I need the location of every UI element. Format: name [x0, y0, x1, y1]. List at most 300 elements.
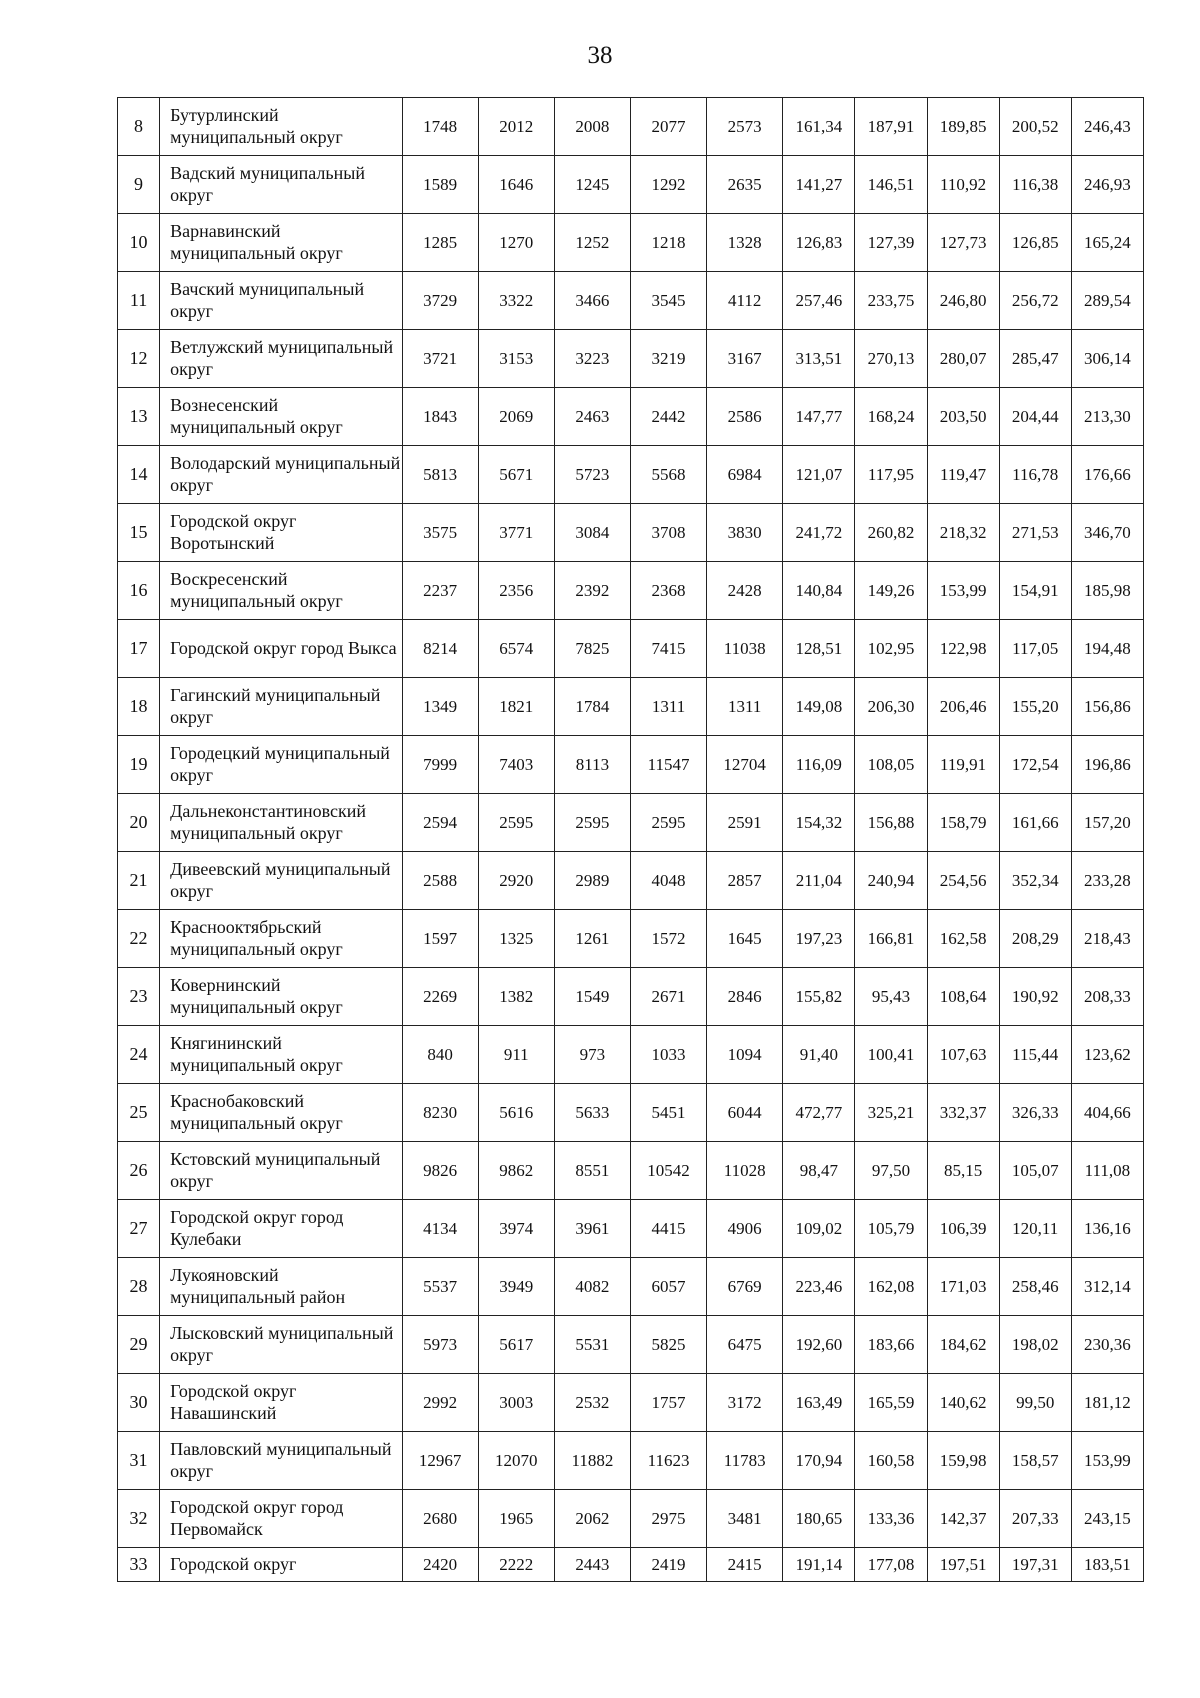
row-number: 9: [118, 156, 160, 214]
value-cell: 1245: [554, 156, 630, 214]
value-cell: 3223: [554, 330, 630, 388]
row-number: 32: [118, 1490, 160, 1548]
value-cell: 158,79: [927, 794, 999, 852]
value-cell: 122,98: [927, 620, 999, 678]
value-cell: 157,20: [1071, 794, 1143, 852]
value-cell: 246,43: [1071, 98, 1143, 156]
value-cell: 973: [554, 1026, 630, 1084]
table-row: [118, 98, 1144, 156]
row-number: 18: [118, 678, 160, 736]
value-cell: 5813: [402, 446, 478, 504]
value-cell: 108,05: [855, 736, 927, 794]
value-cell: 123,62: [1071, 1026, 1143, 1084]
value-cell: 203,50: [927, 388, 999, 446]
value-cell: 105,79: [855, 1200, 927, 1258]
value-cell: 162,08: [855, 1258, 927, 1316]
table-row: [118, 272, 1144, 330]
value-cell: 116,78: [999, 446, 1071, 504]
value-cell: 7415: [630, 620, 706, 678]
value-cell: 108,64: [927, 968, 999, 1026]
value-cell: 106,39: [927, 1200, 999, 1258]
value-cell: 99,50: [999, 1374, 1071, 1432]
value-cell: 7403: [478, 736, 554, 794]
value-cell: 4082: [554, 1258, 630, 1316]
row-number: 31: [118, 1432, 160, 1490]
value-cell: 91,40: [783, 1026, 855, 1084]
value-cell: 100,41: [855, 1026, 927, 1084]
row-number: 14: [118, 446, 160, 504]
value-cell: 3961: [554, 1200, 630, 1258]
value-cell: 11882: [554, 1432, 630, 1490]
value-cell: 1094: [707, 1026, 783, 1084]
value-cell: 1311: [630, 678, 706, 736]
value-cell: 326,33: [999, 1084, 1071, 1142]
value-cell: 136,16: [1071, 1200, 1143, 1258]
row-number: 28: [118, 1258, 160, 1316]
value-cell: 1748: [402, 98, 478, 156]
value-cell: 171,03: [927, 1258, 999, 1316]
value-cell: 1328: [707, 214, 783, 272]
value-cell: 2237: [402, 562, 478, 620]
value-cell: 107,63: [927, 1026, 999, 1084]
municipality-name: Городской округ: [160, 1548, 402, 1582]
value-cell: 191,14: [783, 1548, 855, 1582]
value-cell: 4112: [707, 272, 783, 330]
municipality-name: Вачский муниципальный округ: [160, 272, 402, 330]
value-cell: 4134: [402, 1200, 478, 1258]
value-cell: 8551: [554, 1142, 630, 1200]
value-cell: 133,36: [855, 1490, 927, 1548]
value-cell: 119,47: [927, 446, 999, 504]
value-cell: 1311: [707, 678, 783, 736]
row-number: 27: [118, 1200, 160, 1258]
value-cell: 1646: [478, 156, 554, 214]
municipality-name: Краснобаковский муниципальный округ: [160, 1084, 402, 1142]
value-cell: 128,51: [783, 620, 855, 678]
value-cell: 155,82: [783, 968, 855, 1026]
value-cell: 2269: [402, 968, 478, 1026]
value-cell: 165,24: [1071, 214, 1143, 272]
municipality-name: Городской округ город Первомайск: [160, 1490, 402, 1548]
value-cell: 3974: [478, 1200, 554, 1258]
value-cell: 233,75: [855, 272, 927, 330]
value-cell: 208,29: [999, 910, 1071, 968]
value-cell: 2671: [630, 968, 706, 1026]
municipality-name: Бутурлинский муниципальный округ: [160, 98, 402, 156]
value-cell: 218,32: [927, 504, 999, 562]
value-cell: 2356: [478, 562, 554, 620]
value-cell: 127,73: [927, 214, 999, 272]
value-cell: 109,02: [783, 1200, 855, 1258]
municipality-name: Городской округ Воротынский: [160, 504, 402, 562]
value-cell: 12704: [707, 736, 783, 794]
value-cell: 285,47: [999, 330, 1071, 388]
value-cell: 2588: [402, 852, 478, 910]
value-cell: 98,47: [783, 1142, 855, 1200]
row-number: 8: [118, 98, 160, 156]
value-cell: 189,85: [927, 98, 999, 156]
value-cell: 127,39: [855, 214, 927, 272]
value-cell: 243,15: [1071, 1490, 1143, 1548]
row-number: 13: [118, 388, 160, 446]
value-cell: 3729: [402, 272, 478, 330]
value-cell: 840: [402, 1026, 478, 1084]
value-cell: 2222: [478, 1548, 554, 1582]
row-number: 19: [118, 736, 160, 794]
value-cell: 1033: [630, 1026, 706, 1084]
value-cell: 5633: [554, 1084, 630, 1142]
municipality-name: Лысковский муниципальный округ: [160, 1316, 402, 1374]
value-cell: 11028: [707, 1142, 783, 1200]
table-row: [118, 1142, 1144, 1200]
value-cell: 12070: [478, 1432, 554, 1490]
municipality-name: Гагинский муниципальный округ: [160, 678, 402, 736]
value-cell: 4415: [630, 1200, 706, 1258]
value-cell: 161,66: [999, 794, 1071, 852]
value-cell: 9862: [478, 1142, 554, 1200]
value-cell: 159,98: [927, 1432, 999, 1490]
row-number: 25: [118, 1084, 160, 1142]
municipality-name: Володарский муниципальный округ: [160, 446, 402, 504]
value-cell: 258,46: [999, 1258, 1071, 1316]
value-cell: 1218: [630, 214, 706, 272]
value-cell: 11783: [707, 1432, 783, 1490]
page-number: 38: [587, 42, 613, 69]
value-cell: 3084: [554, 504, 630, 562]
value-cell: 280,07: [927, 330, 999, 388]
value-cell: 9826: [402, 1142, 478, 1200]
municipality-name: Кстовский муниципальный округ: [160, 1142, 402, 1200]
value-cell: 2595: [478, 794, 554, 852]
value-cell: 2077: [630, 98, 706, 156]
value-cell: 246,93: [1071, 156, 1143, 214]
value-cell: 102,95: [855, 620, 927, 678]
value-cell: 1292: [630, 156, 706, 214]
value-cell: 2992: [402, 1374, 478, 1432]
value-cell: 2857: [707, 852, 783, 910]
table-row: [118, 736, 1144, 794]
row-number: 30: [118, 1374, 160, 1432]
value-cell: 3771: [478, 504, 554, 562]
municipality-name: Городской округ город Выкса: [160, 620, 402, 678]
municipality-name: Городской округ город Кулебаки: [160, 1200, 402, 1258]
table-row: [118, 1258, 1144, 1316]
value-cell: 5973: [402, 1316, 478, 1374]
value-cell: 206,46: [927, 678, 999, 736]
value-cell: 241,72: [783, 504, 855, 562]
table-row: [118, 504, 1144, 562]
value-cell: 213,30: [1071, 388, 1143, 446]
value-cell: 200,52: [999, 98, 1071, 156]
row-number: 26: [118, 1142, 160, 1200]
value-cell: 7825: [554, 620, 630, 678]
value-cell: 5616: [478, 1084, 554, 1142]
value-cell: 126,85: [999, 214, 1071, 272]
value-cell: 1597: [402, 910, 478, 968]
value-cell: 2975: [630, 1490, 706, 1548]
value-cell: 2062: [554, 1490, 630, 1548]
value-cell: 2443: [554, 1548, 630, 1582]
value-cell: 1325: [478, 910, 554, 968]
value-cell: 183,51: [1071, 1548, 1143, 1582]
table-body: [118, 98, 1144, 1582]
municipality-name: Княгининский муниципальный округ: [160, 1026, 402, 1084]
value-cell: 126,83: [783, 214, 855, 272]
value-cell: 2595: [554, 794, 630, 852]
value-cell: 181,12: [1071, 1374, 1143, 1432]
municipality-name: Дальнеконстантиновский муниципальный округ: [160, 794, 402, 852]
value-cell: 153,99: [927, 562, 999, 620]
value-cell: 5723: [554, 446, 630, 504]
value-cell: 116,38: [999, 156, 1071, 214]
value-cell: 154,91: [999, 562, 1071, 620]
value-cell: 11547: [630, 736, 706, 794]
value-cell: 404,66: [1071, 1084, 1143, 1142]
municipality-name: Краснооктябрьский муниципальный округ: [160, 910, 402, 968]
value-cell: 911: [478, 1026, 554, 1084]
value-cell: 156,88: [855, 794, 927, 852]
value-cell: 256,72: [999, 272, 1071, 330]
value-cell: 11038: [707, 620, 783, 678]
value-cell: 312,14: [1071, 1258, 1143, 1316]
value-cell: 161,34: [783, 98, 855, 156]
row-number: 24: [118, 1026, 160, 1084]
value-cell: 177,08: [855, 1548, 927, 1582]
value-cell: 1252: [554, 214, 630, 272]
value-cell: 149,08: [783, 678, 855, 736]
value-cell: 6044: [707, 1084, 783, 1142]
value-cell: 2595: [630, 794, 706, 852]
value-cell: 1382: [478, 968, 554, 1026]
table-row: [118, 1490, 1144, 1548]
table-row: [118, 968, 1144, 1026]
value-cell: 192,60: [783, 1316, 855, 1374]
value-cell: 105,07: [999, 1142, 1071, 1200]
value-cell: 352,34: [999, 852, 1071, 910]
value-cell: 5537: [402, 1258, 478, 1316]
value-cell: 204,44: [999, 388, 1071, 446]
municipality-name: Вадский муниципальный округ: [160, 156, 402, 214]
value-cell: 2463: [554, 388, 630, 446]
value-cell: 233,28: [1071, 852, 1143, 910]
value-cell: 2392: [554, 562, 630, 620]
table-row: [118, 156, 1144, 214]
municipality-name: Ковернинский муниципальный округ: [160, 968, 402, 1026]
value-cell: 270,13: [855, 330, 927, 388]
value-cell: 3721: [402, 330, 478, 388]
value-cell: 2920: [478, 852, 554, 910]
municipality-name: Ветлужский муниципальный округ: [160, 330, 402, 388]
value-cell: 3466: [554, 272, 630, 330]
table-row: [118, 910, 1144, 968]
row-number: 11: [118, 272, 160, 330]
municipality-name: Дивеевский муниципальный округ: [160, 852, 402, 910]
value-cell: 121,07: [783, 446, 855, 504]
value-cell: 3322: [478, 272, 554, 330]
value-cell: 289,54: [1071, 272, 1143, 330]
value-cell: 313,51: [783, 330, 855, 388]
value-cell: 184,62: [927, 1316, 999, 1374]
table-row: [118, 794, 1144, 852]
value-cell: 5671: [478, 446, 554, 504]
value-cell: 6769: [707, 1258, 783, 1316]
value-cell: 472,77: [783, 1084, 855, 1142]
value-cell: 141,27: [783, 156, 855, 214]
value-cell: 2008: [554, 98, 630, 156]
value-cell: 3172: [707, 1374, 783, 1432]
value-cell: 5451: [630, 1084, 706, 1142]
value-cell: 257,46: [783, 272, 855, 330]
value-cell: 116,09: [783, 736, 855, 794]
value-cell: 1261: [554, 910, 630, 968]
value-cell: 146,51: [855, 156, 927, 214]
value-cell: 117,95: [855, 446, 927, 504]
value-cell: 3481: [707, 1490, 783, 1548]
value-cell: 8113: [554, 736, 630, 794]
value-cell: 1349: [402, 678, 478, 736]
table-row: [118, 1200, 1144, 1258]
value-cell: 4048: [630, 852, 706, 910]
municipality-name: Варнавинский муниципальный округ: [160, 214, 402, 272]
table-row: [118, 446, 1144, 504]
value-cell: 306,14: [1071, 330, 1143, 388]
value-cell: 3830: [707, 504, 783, 562]
value-cell: 156,86: [1071, 678, 1143, 736]
value-cell: 194,48: [1071, 620, 1143, 678]
value-cell: 120,11: [999, 1200, 1071, 1258]
value-cell: 2415: [707, 1548, 783, 1582]
value-cell: 346,70: [1071, 504, 1143, 562]
table-row: [118, 1432, 1144, 1490]
value-cell: 160,58: [855, 1432, 927, 1490]
value-cell: 332,37: [927, 1084, 999, 1142]
value-cell: 119,91: [927, 736, 999, 794]
value-cell: 12967: [402, 1432, 478, 1490]
value-cell: 197,51: [927, 1548, 999, 1582]
value-cell: 208,33: [1071, 968, 1143, 1026]
value-cell: 158,57: [999, 1432, 1071, 1490]
value-cell: 8214: [402, 620, 478, 678]
value-cell: 11623: [630, 1432, 706, 1490]
value-cell: 260,82: [855, 504, 927, 562]
value-cell: 2420: [402, 1548, 478, 1582]
value-cell: 3153: [478, 330, 554, 388]
value-cell: 1645: [707, 910, 783, 968]
value-cell: 2594: [402, 794, 478, 852]
value-cell: 165,59: [855, 1374, 927, 1432]
value-cell: 2573: [707, 98, 783, 156]
value-cell: 153,99: [1071, 1432, 1143, 1490]
data-table: [117, 97, 1144, 1582]
value-cell: 1549: [554, 968, 630, 1026]
table-row: [118, 1548, 1144, 1582]
table-row: [118, 1374, 1144, 1432]
value-cell: 5825: [630, 1316, 706, 1374]
table-row: [118, 852, 1144, 910]
table-row: [118, 620, 1144, 678]
value-cell: 230,36: [1071, 1316, 1143, 1374]
value-cell: 163,49: [783, 1374, 855, 1432]
value-cell: 6057: [630, 1258, 706, 1316]
table-row: [118, 1026, 1144, 1084]
value-cell: 1270: [478, 214, 554, 272]
value-cell: 2591: [707, 794, 783, 852]
value-cell: 223,46: [783, 1258, 855, 1316]
row-number: 21: [118, 852, 160, 910]
value-cell: 5617: [478, 1316, 554, 1374]
value-cell: 147,77: [783, 388, 855, 446]
value-cell: 1784: [554, 678, 630, 736]
value-cell: 198,02: [999, 1316, 1071, 1374]
municipality-name: Вознесенский муниципальный округ: [160, 388, 402, 446]
value-cell: 154,32: [783, 794, 855, 852]
municipality-name: Городецкий муниципальный округ: [160, 736, 402, 794]
municipality-name: Лукояновский муниципальный район: [160, 1258, 402, 1316]
value-cell: 4906: [707, 1200, 783, 1258]
value-cell: 2635: [707, 156, 783, 214]
value-cell: 3003: [478, 1374, 554, 1432]
value-cell: 5568: [630, 446, 706, 504]
value-cell: 149,26: [855, 562, 927, 620]
value-cell: 183,66: [855, 1316, 927, 1374]
table-row: [118, 388, 1144, 446]
value-cell: 172,54: [999, 736, 1071, 794]
value-cell: 240,94: [855, 852, 927, 910]
value-cell: 1285: [402, 214, 478, 272]
value-cell: 2368: [630, 562, 706, 620]
table-row: [118, 562, 1144, 620]
value-cell: 168,24: [855, 388, 927, 446]
value-cell: 2012: [478, 98, 554, 156]
value-cell: 111,08: [1071, 1142, 1143, 1200]
value-cell: 218,43: [1071, 910, 1143, 968]
municipality-name: Павловский муниципальный округ: [160, 1432, 402, 1490]
value-cell: 3219: [630, 330, 706, 388]
table-row: [118, 678, 1144, 736]
value-cell: 2586: [707, 388, 783, 446]
value-cell: 1572: [630, 910, 706, 968]
row-number: 17: [118, 620, 160, 678]
row-number: 33: [118, 1548, 160, 1582]
value-cell: 185,98: [1071, 562, 1143, 620]
value-cell: 8230: [402, 1084, 478, 1142]
row-number: 16: [118, 562, 160, 620]
value-cell: 190,92: [999, 968, 1071, 1026]
value-cell: 197,31: [999, 1548, 1071, 1582]
value-cell: 1589: [402, 156, 478, 214]
value-cell: 170,94: [783, 1432, 855, 1490]
value-cell: 5531: [554, 1316, 630, 1374]
value-cell: 162,58: [927, 910, 999, 968]
value-cell: 2069: [478, 388, 554, 446]
value-cell: 2532: [554, 1374, 630, 1432]
value-cell: 2419: [630, 1548, 706, 1582]
value-cell: 85,15: [927, 1142, 999, 1200]
value-cell: 246,80: [927, 272, 999, 330]
value-cell: 110,92: [927, 156, 999, 214]
value-cell: 2428: [707, 562, 783, 620]
table-row: [118, 214, 1144, 272]
value-cell: 197,23: [783, 910, 855, 968]
value-cell: 142,37: [927, 1490, 999, 1548]
row-number: 12: [118, 330, 160, 388]
row-number: 23: [118, 968, 160, 1026]
value-cell: 325,21: [855, 1084, 927, 1142]
value-cell: 2989: [554, 852, 630, 910]
value-cell: 206,30: [855, 678, 927, 736]
row-number: 22: [118, 910, 160, 968]
value-cell: 2680: [402, 1490, 478, 1548]
